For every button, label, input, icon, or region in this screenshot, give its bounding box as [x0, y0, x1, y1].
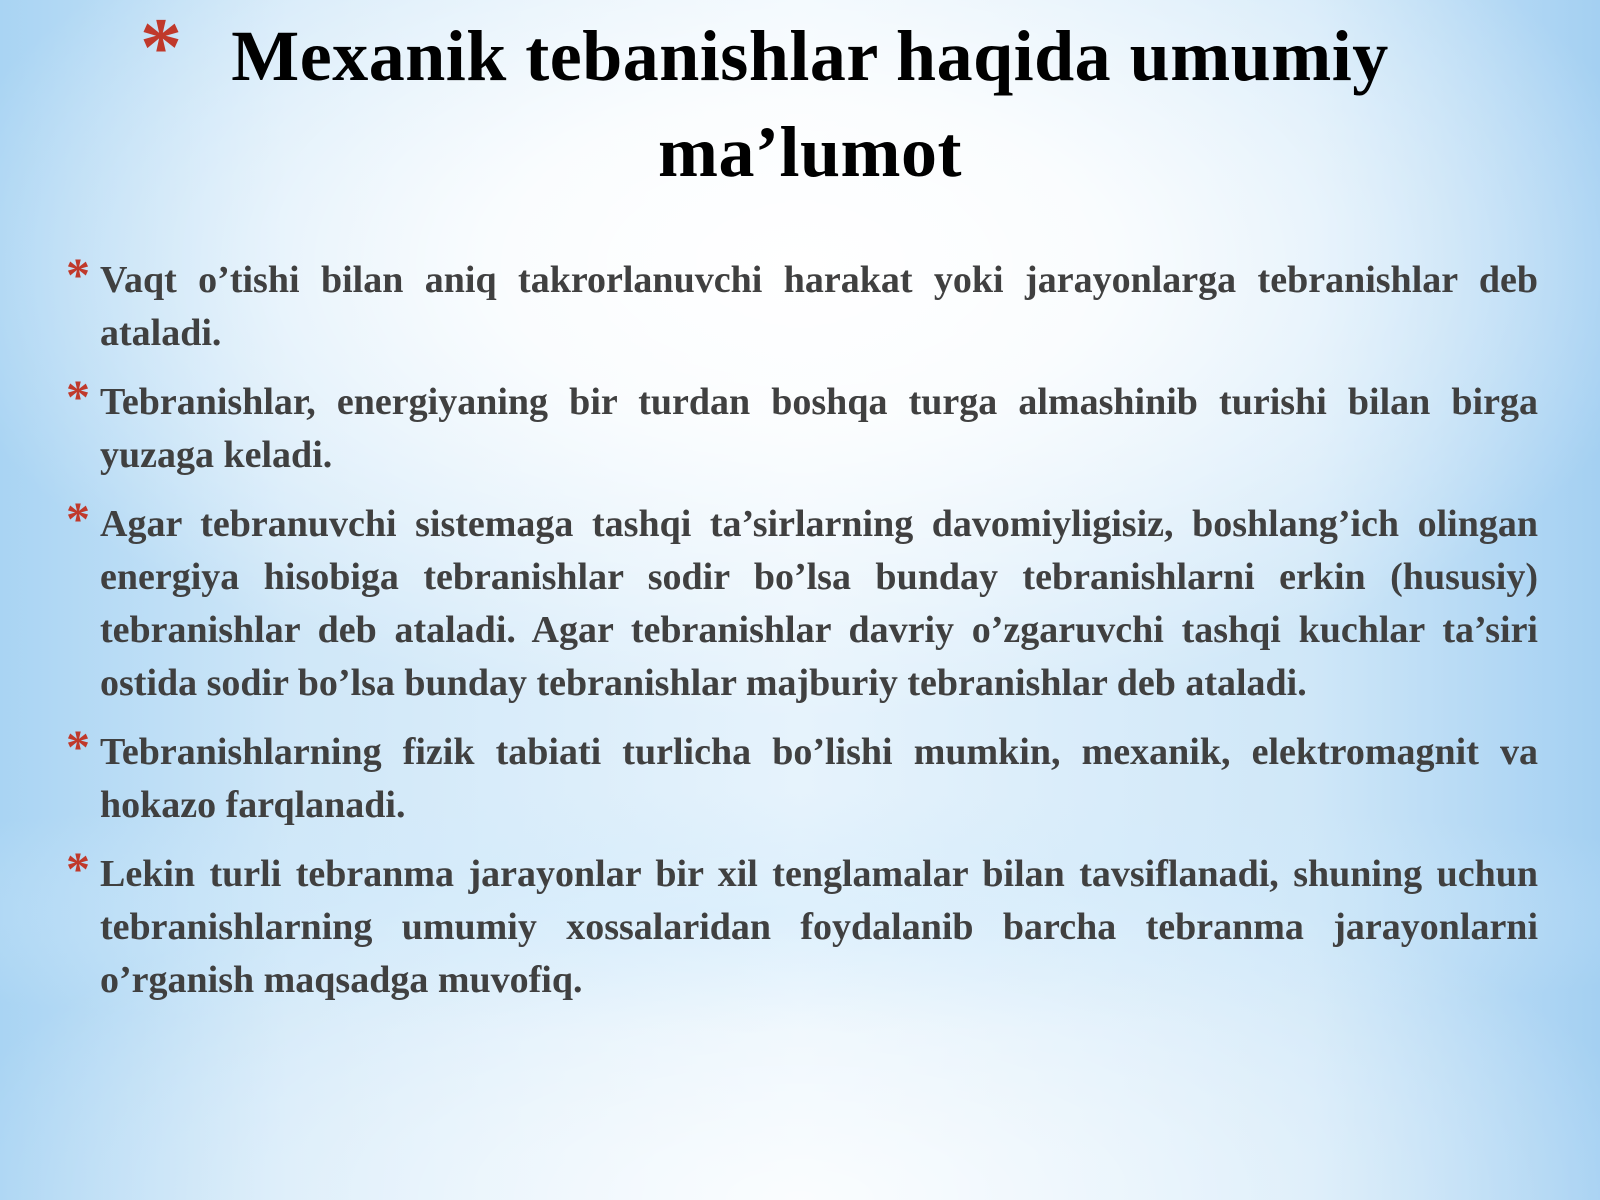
bullet-item	[66, 493, 1538, 710]
bullet-text: Agar tebranuvchi sistemaga tashqi ta’sirlarning davomiyligisiz, boshlang’ich olingan energiya hisobiga tebranishlar sodir bo’lsa bunday tebranishlarni erkin (hususiy) tebranishlar deb ataladi. Agar tebranishlar davriy o’zgaruvchi tashqi kuchlar ta’siri ostida sodir bo’lsa bunday tebranishlar majburiy tebranishlar deb ataladi.	[100, 503, 1538, 704]
bullet-item	[66, 249, 1538, 360]
bullet-star: *	[66, 249, 90, 302]
title-area	[140, 1, 1470, 200]
bullet-star: *	[66, 371, 90, 424]
bullet-list	[66, 249, 1538, 1023]
bullet-text: Vaqt o’tishi bilan aniq takrorlanuvchi harakat yoki jarayonlarga tebranishlar deb ataladi.	[100, 259, 1538, 354]
bullet-item	[66, 843, 1538, 1007]
bullet-star: *	[66, 493, 90, 546]
bullet-star: *	[66, 721, 90, 774]
bullet-text: Tebranishlar, energiyaning bir turdan boshqa turga almashinib turishi bilan birga yuzaga keladi.	[100, 381, 1538, 476]
bullet-text: Lekin turli tebranma jarayonlar bir xil tenglamalar bilan tavsiflanadi, shuning uchun tebranishlarning umumiy xossalaridan foydalanib barcha tebranma jarayonlarni o’rganish maqsadga muvofiq.	[100, 853, 1538, 1001]
bullet-item	[66, 371, 1538, 482]
bullet-star: *	[66, 843, 90, 896]
title-bullet-star: *	[140, 1, 182, 94]
bullet-item	[66, 721, 1538, 832]
slide-title: Mexanik tebanishlar haqida umumiy ma’lumot	[231, 16, 1389, 192]
bullet-text: Tebranishlarning fizik tabiati turlicha bo’lishi mumkin, mexanik, elektromagnit va hokazo farqlanadi.	[100, 731, 1538, 826]
